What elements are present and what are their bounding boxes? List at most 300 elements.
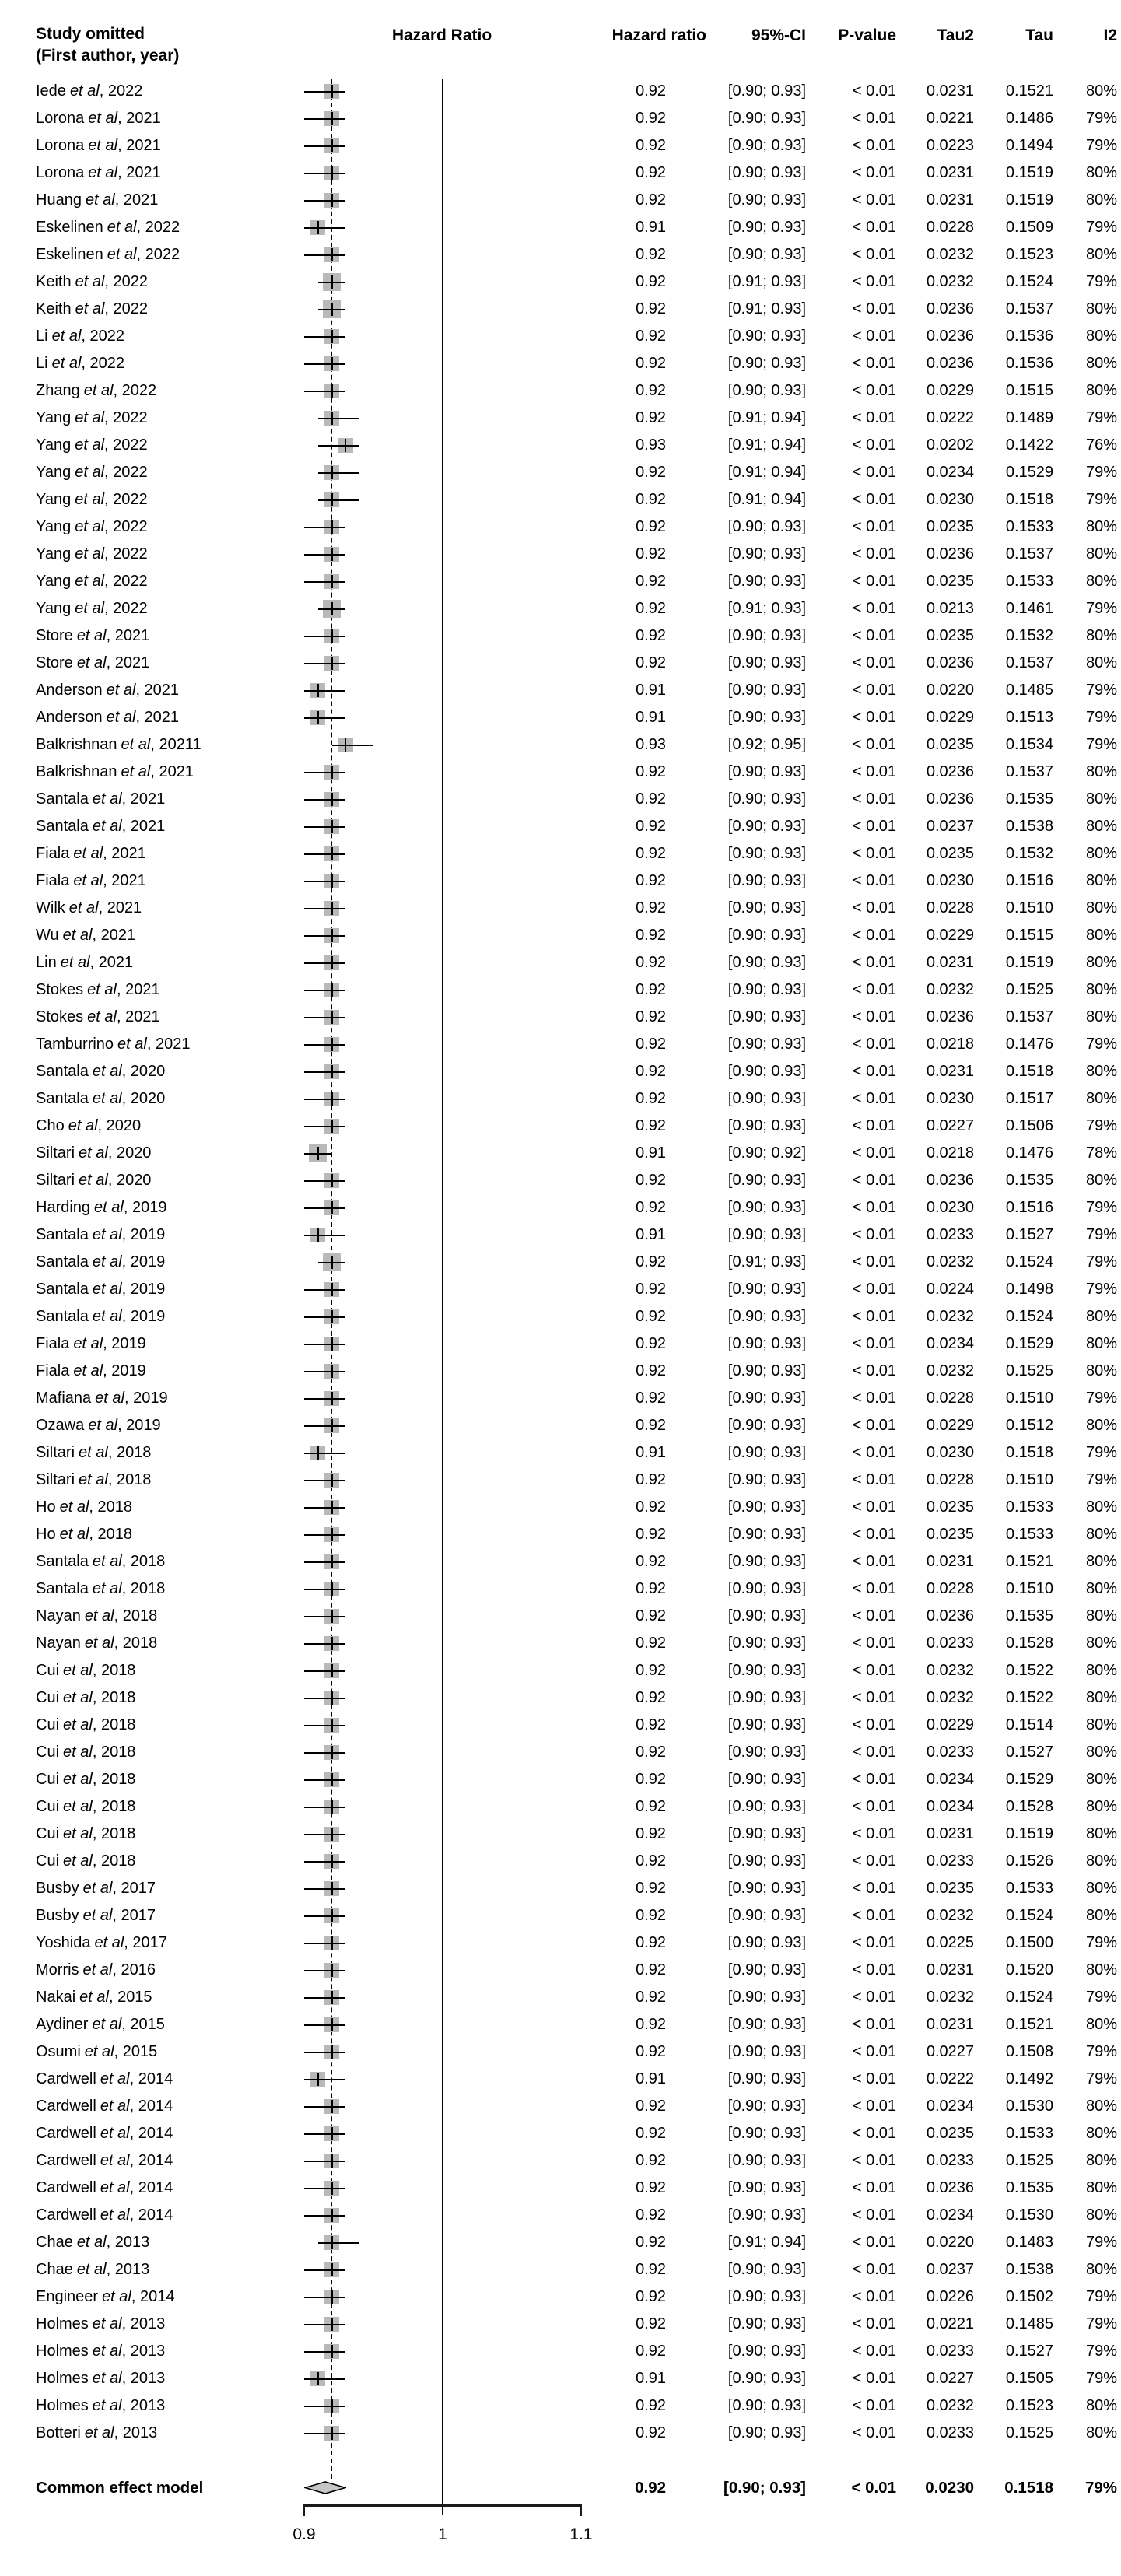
p-value: < 0.01 [852,436,896,454]
tau2-value: 0.0218 [926,1144,974,1162]
tau2-value: 0.0228 [926,1390,974,1407]
study-header-line1: Study omitted [36,25,145,43]
study-etal: et al [94,1199,124,1216]
p-value: < 0.01 [852,927,896,944]
forest-row [0,568,1121,595]
hazard-ratio-plot-cell [277,513,607,541]
ci-line [304,2133,345,2135]
study-etal: et al [75,436,105,454]
forest-row [0,241,1121,268]
point-estimate-tick [331,194,333,207]
study-author: Siltari [36,1144,75,1162]
tau-value: 0.1512 [1005,1417,1053,1434]
ci-line [318,418,359,419]
study-etal: et al [51,328,82,345]
tau2-value: 0.0232 [926,2397,974,2414]
tau2-value: 0.0233 [926,2424,974,2441]
study-label [36,187,158,214]
ci-line [304,881,345,882]
i2-value: 80% [1085,1798,1117,1815]
study-year: , 2018 [92,1662,136,1679]
p-value: < 0.01 [852,1607,896,1624]
study-year: , 2018 [114,1607,158,1624]
tau-value: 0.1526 [1005,1852,1053,1870]
p-value: < 0.01 [852,1226,896,1243]
hr-value: 0.92 [636,1961,666,1978]
i2-value: 79% [1085,1117,1117,1134]
tau-value: 0.1510 [1005,1471,1053,1488]
tau-value: 0.1519 [1005,164,1053,181]
p-value: < 0.01 [852,627,896,644]
hazard-ratio-plot-cell [277,1249,607,1276]
forest-row [0,2120,1121,2147]
tau2-value: 0.0227 [926,1117,974,1134]
p-value: < 0.01 [852,2397,896,2414]
tau2-value: 0.0233 [926,1744,974,1761]
study-author: Busby [36,1880,79,1897]
ci-value: [0.91; 0.94] [727,464,806,481]
hr-value: 0.92 [636,954,666,971]
i2-value: 79% [1085,1281,1117,1298]
study-label [36,704,179,731]
tau2-value: 0.0220 [926,2234,974,2251]
tau-value: 0.1528 [1005,1635,1053,1652]
tau2-value: 0.0230 [926,491,974,508]
study-label [36,377,156,405]
point-estimate-tick [331,575,333,588]
ci-value: [0.92; 0.95] [727,736,806,753]
study-author: Lin [36,954,57,971]
study-etal: et al [75,573,105,590]
study-etal: et al [63,1771,93,1788]
tau-value: 0.1536 [1005,355,1053,372]
tau-value: 0.1529 [1005,1771,1053,1788]
ci-line [304,962,345,964]
tau-value: 0.1534 [1005,736,1053,753]
study-etal: et al [82,1880,113,1897]
point-estimate-tick [331,1936,333,1950]
p-value: < 0.01 [852,2125,896,2142]
tau2-value: 0.0231 [926,191,974,209]
hr-value: 0.92 [636,1716,666,1733]
col-header-hazard-ratio: Hazard ratio [611,26,706,44]
study-label [36,813,165,840]
p-value: < 0.01 [852,818,896,835]
study-author: Cho [36,1117,65,1134]
study-author: Lorona [36,137,85,154]
study-label [36,1684,135,1712]
forest-row [0,622,1121,650]
point-estimate-tick [331,2399,333,2413]
study-etal: et al [76,2234,107,2251]
study-year: , 2013 [121,2343,166,2360]
study-label [36,1113,141,1140]
p-value: < 0.01 [852,1689,896,1706]
tau-value: 0.1508 [1005,2043,1053,2060]
p-value: < 0.01 [852,2043,896,2060]
study-author: Siltari [36,1444,75,1461]
hazard-ratio-plot-cell [277,1821,607,1848]
point-estimate-tick [331,2018,333,2031]
study-year: , 2019 [121,1226,166,1243]
study-year: , 2017 [124,1934,167,1951]
study-author: Cui [36,1716,60,1733]
ci-value: [0.90; 0.93] [727,1063,806,1080]
x-axis-label-1: 1 [438,2525,447,2543]
study-etal: et al [121,763,151,780]
study-etal: et al [59,1498,89,1516]
tau-value: 0.1519 [1005,954,1053,971]
hr-value: 0.92 [636,1744,666,1761]
ci-line [304,527,345,528]
study-etal: et al [92,1281,122,1298]
tau2-value: 0.0232 [926,1253,974,1270]
hazard-ratio-plot-cell [277,1140,607,1167]
ci-value: [0.90; 0.93] [727,845,806,862]
point-estimate-tick [331,1637,333,1650]
hr-value: 0.92 [636,2125,666,2142]
hr-value: 0.92 [636,1852,666,1870]
study-author: Santala [36,1253,89,1270]
study-etal: et al [92,2343,122,2360]
hr-value: 0.91 [636,2370,666,2387]
study-year: , 2014 [129,2098,173,2115]
study-label [36,2093,173,2120]
tau2-value: 0.0236 [926,1008,974,1025]
study-label [36,2011,165,2038]
p-value: < 0.01 [852,1989,896,2006]
tau2-value: 0.0228 [926,219,974,236]
study-label [36,1575,165,1603]
study-year: , 2015 [121,2016,165,2033]
hazard-ratio-plot-cell [277,731,607,759]
tau2-value: 0.0231 [926,1553,974,1570]
ci-value: [0.90; 0.93] [727,1662,806,1679]
study-label [36,650,149,677]
hazard-ratio-plot-cell [277,704,607,731]
i2-value: 80% [1085,1961,1117,1978]
tau-value: 0.1516 [1005,1199,1053,1216]
tau2-value: 0.0224 [926,1281,974,1298]
study-etal: et al [79,1989,109,2006]
i2-value: 80% [1085,1825,1117,1842]
tau2-value: 0.0235 [926,1498,974,1516]
forest-row [0,1113,1121,1140]
hazard-ratio-plot-cell [277,2066,607,2093]
ci-line [304,799,345,801]
summary-diamond-icon [304,2481,346,2494]
tau-value: 0.1538 [1005,2261,1053,2278]
study-label [36,568,148,595]
point-estimate-tick [331,1256,333,1269]
study-year: , 2021 [117,137,161,154]
study-year: , 2022 [104,491,148,508]
point-estimate-tick [331,357,333,370]
hazard-ratio-plot-cell [277,1684,607,1712]
ci-line [304,2052,345,2053]
hr-value: 0.92 [636,82,666,100]
hazard-ratio-plot-cell [277,1984,607,2011]
study-label [36,241,180,268]
study-year: , 2019 [121,1308,166,1325]
hr-value: 0.92 [636,573,666,590]
forest-row [0,1358,1121,1385]
tau2-value: 0.0233 [926,1852,974,1870]
point-estimate-tick [331,1201,333,1214]
ci-line [304,336,345,338]
ci-value: [0.90; 0.93] [727,1117,806,1134]
ci-line [304,254,345,256]
hr-value: 0.93 [636,436,666,454]
hazard-ratio-plot-cell [277,432,607,459]
hr-value: 0.91 [636,682,666,699]
p-value: < 0.01 [852,355,896,372]
study-etal: et al [92,1553,122,1570]
study-label [36,2120,173,2147]
point-estimate-tick [331,1392,333,1405]
forest-row [0,1303,1121,1330]
p-value: < 0.01 [852,654,896,671]
study-author: Huang [36,191,82,209]
forest-row [0,2256,1121,2283]
hr-value: 0.92 [636,382,666,399]
tau2-value: 0.0234 [926,1335,974,1352]
hr-value: 0.92 [636,1934,666,1951]
tau-value: 0.1523 [1005,246,1053,263]
forest-row [0,2093,1121,2120]
forest-row [0,1385,1121,1412]
ci-line [304,1207,345,1209]
tau-value: 0.1523 [1005,2397,1053,2414]
hr-value: 0.92 [636,927,666,944]
study-year: , 2022 [104,409,148,426]
summary-hr-value: 0.92 [635,2479,666,2497]
study-author: Busby [36,1907,79,1924]
tau2-value: 0.0231 [926,164,974,181]
study-label [36,2256,149,2283]
hazard-ratio-plot-cell [277,949,607,976]
hr-value: 0.92 [636,545,666,563]
study-year: , 2022 [99,82,143,100]
forest-row [0,105,1121,132]
point-estimate-tick [331,1909,333,1922]
p-value: < 0.01 [852,1090,896,1107]
p-value: < 0.01 [852,491,896,508]
i2-value: 80% [1085,1689,1117,1706]
study-label [36,759,194,786]
ci-line [304,200,345,202]
point-estimate-tick [331,166,333,180]
p-value: < 0.01 [852,981,896,998]
hazard-ratio-plot-cell [277,1766,607,1793]
ci-line [304,1834,345,1835]
tau-value: 0.1533 [1005,2125,1053,2142]
p-value: < 0.01 [852,1852,896,1870]
ci-line [304,1017,345,1018]
ci-value: [0.90; 0.93] [727,1961,806,1978]
study-label [36,323,124,350]
forest-row [0,459,1121,486]
i2-value: 79% [1085,1226,1117,1243]
forest-row [0,1167,1121,1194]
i2-value: 79% [1085,1199,1117,1216]
study-year: , 2019 [121,1281,166,1298]
study-author: Cardwell [36,2098,96,2115]
study-year: , 2018 [92,1825,136,1842]
summary-row [0,2474,1121,2501]
ci-line [304,227,345,229]
study-label [36,432,148,459]
i2-value: 80% [1085,1662,1117,1679]
study-author: Stokes [36,1008,84,1025]
ci-value: [0.90; 0.93] [727,2261,806,2278]
tau-value: 0.1518 [1005,1063,1053,1080]
study-year: , 2018 [114,1635,158,1652]
hr-value: 0.92 [636,2315,666,2332]
hazard-ratio-plot-cell [277,786,607,813]
study-author: Nayan [36,1635,81,1652]
study-etal: et al [79,1471,108,1488]
tau2-value: 0.0236 [926,300,974,317]
tau2-value: 0.0236 [926,355,974,372]
study-etal: et al [117,1036,147,1053]
study-author: Nakai [36,1989,76,2006]
tau-value: 0.1537 [1005,1008,1053,1025]
tau-value: 0.1519 [1005,191,1053,209]
hazard-ratio-plot-cell [277,405,607,432]
tau-value: 0.1533 [1005,1880,1053,1897]
study-author: Yang [36,545,72,563]
point-estimate-tick [331,956,333,969]
study-author: Cardwell [36,2125,96,2142]
tau-value: 0.1524 [1005,273,1053,290]
forest-row [0,2175,1121,2202]
forest-row [0,731,1121,759]
study-author: Holmes [36,2370,89,2387]
study-year: , 2019 [103,1362,146,1379]
study-label [36,1494,132,1521]
i2-value: 80% [1085,845,1117,862]
tau-value: 0.1535 [1005,1607,1053,1624]
study-label [36,1058,165,1085]
point-estimate-tick [331,629,333,643]
study-year: , 2022 [104,436,148,454]
hazard-ratio-plot-cell [277,1167,607,1194]
ci-line [304,1316,345,1318]
p-value: < 0.01 [852,2261,896,2278]
i2-value: 80% [1085,2206,1117,2224]
study-label [36,2311,165,2338]
p-value: < 0.01 [852,1635,896,1652]
study-label [36,214,180,241]
p-value: < 0.01 [852,1308,896,1325]
study-author: Fiala [36,845,70,862]
ci-value: [0.91; 0.94] [727,491,806,508]
point-estimate-tick [345,439,346,452]
study-author: Cardwell [36,2152,96,2169]
ci-line [304,1725,345,1726]
hr-value: 0.92 [636,300,666,317]
forest-row [0,78,1121,105]
i2-value: 79% [1085,464,1117,481]
forest-row [0,1684,1121,1712]
point-estimate-tick [331,1855,333,1868]
ci-value: [0.90; 0.93] [727,1526,806,1543]
p-value: < 0.01 [852,1716,896,1733]
ci-line [304,391,345,392]
point-estimate-tick [331,303,333,316]
ci-value: [0.90; 0.93] [727,137,806,154]
p-value: < 0.01 [852,682,896,699]
study-year: , 2014 [129,2152,173,2169]
tau-value: 0.1533 [1005,573,1053,590]
hr-value: 0.92 [636,2043,666,2060]
col-header-tau: Tau [1025,26,1053,44]
study-year: , 2019 [103,1335,146,1352]
hr-value: 0.92 [636,246,666,263]
tau2-value: 0.0235 [926,2125,974,2142]
study-etal: et al [73,1362,103,1379]
hr-value: 0.92 [636,1553,666,1570]
study-year: , 2020 [121,1063,166,1080]
i2-value: 80% [1085,654,1117,671]
p-value: < 0.01 [852,1798,896,1815]
point-estimate-tick [331,1964,333,1977]
point-estimate-tick [331,1800,333,1814]
forest-row [0,350,1121,377]
p-value: < 0.01 [852,2370,896,2387]
p-value: < 0.01 [852,1008,896,1025]
tau-value: 0.1422 [1005,436,1053,454]
point-estimate-tick [331,1691,333,1705]
ci-value: [0.90; 0.93] [727,1716,806,1733]
study-etal: et al [75,409,105,426]
forest-row [0,1630,1121,1657]
hr-value: 0.92 [636,790,666,808]
tau-value: 0.1476 [1005,1036,1053,1053]
ci-value: [0.90; 0.93] [727,1989,806,2006]
tau-value: 0.1476 [1005,1144,1053,1162]
p-value: < 0.01 [852,1390,896,1407]
hr-value: 0.91 [636,1144,666,1162]
hazard-ratio-plot-cell [277,323,607,350]
i2-value: 80% [1085,927,1117,944]
ci-line [304,1670,345,1672]
i2-value: 79% [1085,2315,1117,2332]
ci-value: [0.90; 0.93] [727,1471,806,1488]
study-label [36,159,161,187]
forest-row [0,704,1121,731]
study-etal: et al [100,2125,130,2142]
study-label [36,1439,151,1467]
forest-row [0,1766,1121,1793]
study-year: , 2013 [121,2397,166,2414]
study-author: Li [36,328,48,345]
i2-value: 80% [1085,1553,1117,1570]
p-value: < 0.01 [852,1526,896,1543]
i2-value: 80% [1085,818,1117,835]
ci-value: [0.90; 0.93] [727,573,806,590]
study-etal: et al [92,1308,122,1325]
tau2-value: 0.0220 [926,682,974,699]
study-year: , 2022 [104,600,148,617]
study-label [36,677,179,704]
forest-row [0,1657,1121,1684]
tau2-value: 0.0222 [926,2070,974,2087]
forest-row [0,1821,1121,1848]
p-value: < 0.01 [852,1744,896,1761]
study-author: Siltari [36,1471,75,1488]
